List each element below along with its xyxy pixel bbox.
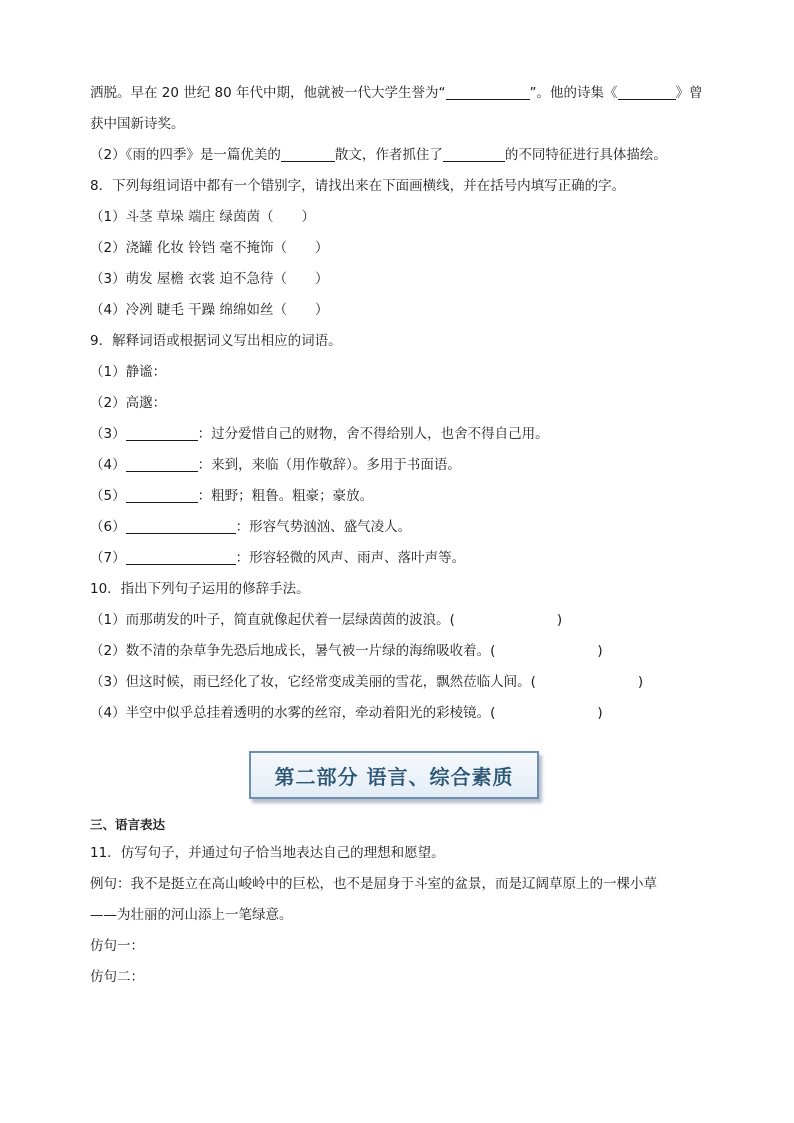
fill-blank[interactable]	[446, 83, 530, 100]
question-text: （2）数不清的杂草争先恐后地成长，暑气被一片绿的海绵吸收着。(	[90, 643, 496, 659]
fill-blank[interactable]	[618, 83, 676, 100]
paren-close: ）	[314, 302, 329, 318]
q9-item-4	[90, 450, 710, 481]
item-number: （3）	[90, 426, 126, 442]
definition-text: ：来到，来临（用作敬辞）。多用于书面语。	[197, 457, 461, 473]
imitation-2-label[interactable]: 仿句二：	[90, 969, 144, 985]
intro-line-1	[90, 78, 710, 109]
item-number: （7）	[90, 550, 126, 566]
definition-text: ：过分爱惜自己的财物，舍不得给别人，也舍不得自己用。	[197, 426, 549, 442]
q8-item	[90, 233, 710, 264]
q10-stem: 10．指出下列句子运用的修辞手法。	[90, 581, 310, 597]
fill-blank[interactable]	[126, 455, 198, 472]
part-two-title: 第二部分 语言、综合素质	[249, 751, 539, 799]
q10-item	[90, 698, 710, 729]
q8-item	[90, 264, 710, 295]
q8-item	[90, 295, 710, 326]
item-number: （5）	[90, 488, 126, 504]
q7-item-2	[90, 140, 710, 171]
paren-close: ）	[301, 209, 315, 225]
question-text: （3）萌发 屋檐 衣裳 迫不急待（	[90, 271, 287, 287]
paren-close: )	[556, 612, 563, 628]
definition-text: ：形容轻微的风声、雨声、落叶声等。	[235, 550, 466, 566]
section-language-expression	[90, 812, 710, 993]
question-text: 散文，作者抓住了	[334, 147, 443, 163]
intro-text: ”。他的诗集《	[529, 85, 618, 101]
paren-close: )	[597, 643, 603, 659]
definition-text: ：粗野；粗鲁。粗豪；豪放。	[197, 488, 374, 504]
q9-item-6	[90, 512, 710, 543]
paren-close: )	[597, 705, 603, 721]
definition-text: ：形容气势汹汹、盛气凌人。	[235, 519, 412, 535]
item-number: （4）	[90, 457, 126, 473]
q8-item	[90, 202, 710, 233]
fill-blank[interactable]	[126, 548, 236, 565]
intro-text: 洒脱。早在 20 世纪 80 年代中期，他就被一代大学生誉为“	[90, 85, 446, 101]
intro-text: 》曾	[675, 85, 703, 101]
question-text: （4）冷冽 睫毛 干躁 绵绵如丝（	[90, 302, 287, 318]
fill-blank[interactable]	[443, 145, 505, 162]
question-text: （2）浇罐 化妆 铃铛 毫不掩饰（	[90, 240, 287, 256]
fill-blank[interactable]	[126, 486, 198, 503]
question-text: （1）斗茎 草垛 端庄 绿茵茵（	[90, 209, 274, 225]
part-two-banner	[249, 751, 539, 799]
q9-stem: 9．解释词语或根据词义写出相应的词语。	[90, 333, 342, 349]
q9-item-3	[90, 419, 710, 450]
q11-example-line-2: ——为壮丽的河山添上一笔绿意。	[90, 907, 293, 923]
q9-item-7	[90, 543, 710, 574]
paren-close: )	[637, 674, 644, 690]
fill-blank[interactable]	[126, 424, 198, 441]
section-heading: 三、语言表达	[90, 817, 166, 832]
q9-item-5	[90, 481, 710, 512]
item-number: （6）	[90, 519, 126, 535]
q11-stem: 11．仿写句子，并通过句子恰当地表达自己的理想和愿望。	[90, 845, 445, 861]
question-text: （1）而那萌发的叶子，简直就像起伏着一层绿茵茵的波浪。(	[90, 612, 455, 628]
q9-item-2: （2）高邈：	[90, 395, 167, 411]
q8-stem: 8．下列每组词语中都有一个错别字，请找出来在下面画横线，并在括号内填写正确的字。	[90, 178, 626, 194]
question-text: 的不同特征进行具体描绘。	[504, 147, 667, 163]
q10-item	[90, 605, 710, 636]
q9-item-1: （1）静谧：	[90, 364, 167, 380]
intro-line-2: 获中国新诗奖。	[90, 116, 185, 132]
fill-blank[interactable]	[126, 517, 236, 534]
q11-example-line-1: 例句：我不是挺立在高山峻岭中的巨松，也不是屈身于斗室的盆景，而是辽阔草原上的一棵小草	[90, 876, 657, 892]
q10-item	[90, 636, 710, 667]
question-text: （3）但这时候，雨已经化了妆，它经常变成美丽的雪花，飘然莅临人间。(	[90, 674, 536, 690]
question-text: （2）《雨的四季》是一篇优美的	[90, 147, 281, 163]
q10-item	[90, 667, 710, 698]
imitation-1-label[interactable]: 仿句一：	[90, 938, 144, 954]
paren-close: ）	[314, 271, 329, 287]
fill-blank[interactable]	[281, 145, 335, 162]
paren-close: ）	[314, 240, 329, 256]
question-text: （4）半空中似乎总挂着透明的水雾的丝帘，牵动着阳光的彩棱镜。(	[90, 705, 496, 721]
worksheet-page	[90, 78, 710, 729]
